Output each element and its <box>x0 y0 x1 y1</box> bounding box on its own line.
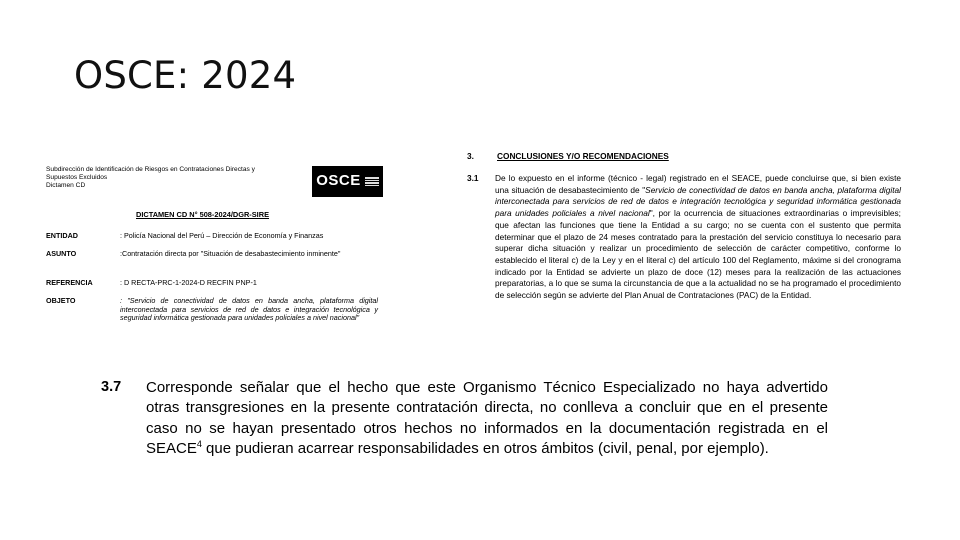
field-value: :Contratación directa por "Situación de desabastecimiento inminente" <box>120 249 341 258</box>
footnote-marker: 4 <box>196 438 202 449</box>
issuing-unit-line: Subdirección de Identificación de Riesgos en Contrataciones Directas y <box>46 166 255 173</box>
issuing-unit <box>46 166 296 190</box>
field-value: : D RECTA-PRC-1-2024-D RECFIN PNP-1 <box>120 278 257 287</box>
item-number: 3.1 <box>467 173 479 183</box>
field-label: ASUNTO <box>46 249 77 258</box>
paragraph-3-7 <box>146 378 828 459</box>
field-label: REFERENCIA <box>46 278 93 287</box>
issuing-unit-line: Supuestos Excluidos <box>46 174 108 181</box>
section-number: 3. <box>467 151 474 161</box>
conclusion-text: De lo expuesto en el informe (técnico - legal) registrado en el SEACE, puede concluirse que, si bien existe una situación de desabastecimiento de " <box>495 173 901 195</box>
slide-title: OSCE: 2024 <box>74 54 297 97</box>
dictamen-title: DICTAMEN CD N° 508-2024/DGR-SIRE <box>136 210 270 219</box>
logo-lines-icon <box>365 177 379 186</box>
osce-logo-text: OSCE <box>316 172 361 190</box>
paragraph-text: Corresponde señalar que el hecho que este Organismo Técnico Especializado no haya advertido otras transgresiones en la presente contratación directa, no conlleva a concluir que en el presente caso no se hayan presentado otros hechos no informados en la documentación registrada en el SEACE <box>146 379 828 457</box>
paragraph-text: que pudieran acarrear responsabilidades en otros ámbitos (civil, penal, por ejemplo). <box>201 439 769 457</box>
conclusion-text: ", por la ocurrencia de situaciones extraordinarias o imprevisibles; que afectan las funciones que tiene la Entidad a su cargo; no se cuenta con el sustento que permita determinar que el plazo de 24 meses contratado para la prestación del servicio constituya lo necesario para superar dicha situación y realizar un procedimiento de selección de carácter competitivo, conforme lo establecido el literal c) de la Ley y en el literal c) del artículo 100 del Reglamento, máxime si del cronograma indicado por la Entidad se advierte un plazo de doce (12) meses para la realización de las actuaciones preparatorias, a lo que se suma la circunstancia de que a la actualidad no se ha programado el procedimiento de selección según se advierte del Plan Anual de Contrataciones (PAC) de la Entidad. <box>495 208 901 301</box>
conclusion-service-italic: Servicio de conectividad de datos en banda ancha, plataforma digital interconectada para servicios de red de datos e integración tecnológica y seguridad informática gestionada para unidades policiales a nivel nacional <box>495 184 901 219</box>
osce-logo <box>312 166 383 197</box>
field-value: : "Servicio de conectividad de datos en banda ancha, plataforma digital interconectada para servicios de red de datos e integración tecnológica y seguridad informática gestionada para unidades policiales a nivel nacional" <box>120 296 378 323</box>
section-heading: CONCLUSIONES Y/O RECOMENDACIONES <box>497 151 669 161</box>
conclusion-paragraph <box>495 173 901 302</box>
field-label: ENTIDAD <box>46 231 78 240</box>
issuing-unit-line: Dictamen CD <box>46 182 86 189</box>
paragraph-number: 3.7 <box>101 379 122 395</box>
field-label: OBJETO <box>46 296 76 305</box>
field-value: : Policía Nacional del Perú – Dirección de Economía y Finanzas <box>120 231 324 240</box>
